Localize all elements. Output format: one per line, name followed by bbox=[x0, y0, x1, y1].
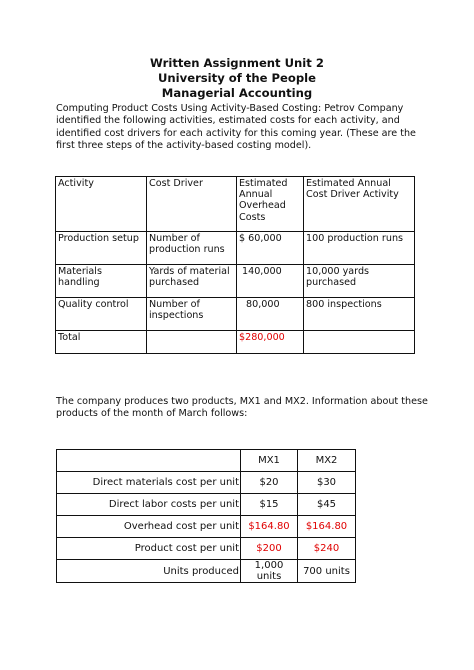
document-header bbox=[0, 56, 474, 101]
table-total-row bbox=[56, 331, 415, 354]
header-overhead-costs: Estimated Annual Overhead Costs bbox=[237, 177, 304, 232]
table-cell bbox=[304, 331, 415, 354]
table-cell: 100 production runs bbox=[304, 232, 415, 265]
table-cell: Materials handling bbox=[56, 265, 147, 298]
table-cell: 1,000 units bbox=[241, 560, 298, 583]
table-cell: 800 inspections bbox=[304, 298, 415, 331]
table-cell: 10,000 yards purchased bbox=[304, 265, 415, 298]
table-row bbox=[56, 265, 415, 298]
table-cell: Total bbox=[56, 331, 147, 354]
table-row bbox=[56, 232, 415, 265]
header-driver-activity: Estimated Annual Cost Driver Activity bbox=[304, 177, 415, 232]
table-cell: Production setup bbox=[56, 232, 147, 265]
row-label: Direct labor costs per unit bbox=[57, 494, 241, 516]
product-cost-mx1-value: $200 bbox=[241, 538, 298, 560]
header-mx2: MX2 bbox=[298, 450, 356, 472]
table-cell: $30 bbox=[298, 472, 356, 494]
row-label: Product cost per unit bbox=[57, 538, 241, 560]
products-paragraph: The company produces two products, MX1 and MX2. Information about these products of the month of March follows: bbox=[56, 396, 428, 420]
table-cell: 80,000 bbox=[237, 298, 304, 331]
course-name: Managerial Accounting bbox=[161, 86, 313, 100]
table-cell: 700 units bbox=[298, 560, 356, 583]
table-cell: $45 bbox=[298, 494, 356, 516]
table-cell: Number of production runs bbox=[147, 232, 237, 265]
table-header-row bbox=[56, 177, 415, 232]
table-header-row bbox=[57, 450, 356, 472]
table-cell: Quality control bbox=[56, 298, 147, 331]
product-cost-table bbox=[56, 449, 356, 583]
row-label: Direct materials cost per unit bbox=[57, 472, 241, 494]
assignment-title: Written Assignment Unit 2 bbox=[150, 56, 324, 70]
header-mx1: MX1 bbox=[241, 450, 298, 472]
row-label: Units produced bbox=[57, 560, 241, 583]
header-activity: Activity bbox=[56, 177, 147, 232]
overhead-mx2-value: $164.80 bbox=[298, 516, 356, 538]
header-cost-driver: Cost Driver bbox=[147, 177, 237, 232]
table-cell: Yards of material purchased bbox=[147, 265, 237, 298]
table-row bbox=[57, 538, 356, 560]
overhead-mx1-value: $164.80 bbox=[241, 516, 298, 538]
table-cell: 140,000 bbox=[237, 265, 304, 298]
table-cell: $ 60,000 bbox=[237, 232, 304, 265]
table-cell: Number of inspections bbox=[147, 298, 237, 331]
table-row bbox=[57, 472, 356, 494]
total-overhead-value: $280,000 bbox=[237, 331, 304, 354]
table-cell: $20 bbox=[241, 472, 298, 494]
table-row bbox=[57, 494, 356, 516]
product-cost-mx2-value: $240 bbox=[298, 538, 356, 560]
row-label: Overhead cost per unit bbox=[57, 516, 241, 538]
university-name: University of the People bbox=[158, 71, 316, 85]
table-cell: $15 bbox=[241, 494, 298, 516]
intro-paragraph: Computing Product Costs Using Activity-Based Costing: Petrov Company identified the following activities, estimated costs for each activity, and identified cost drivers for each activity for this coming year. (These are the first three steps of the activity-based costing model). bbox=[56, 103, 416, 152]
activity-cost-table bbox=[55, 176, 415, 354]
table-row bbox=[56, 298, 415, 331]
table-row bbox=[57, 516, 356, 538]
table-cell bbox=[147, 331, 237, 354]
table-row bbox=[57, 560, 356, 583]
header-blank bbox=[57, 450, 241, 472]
